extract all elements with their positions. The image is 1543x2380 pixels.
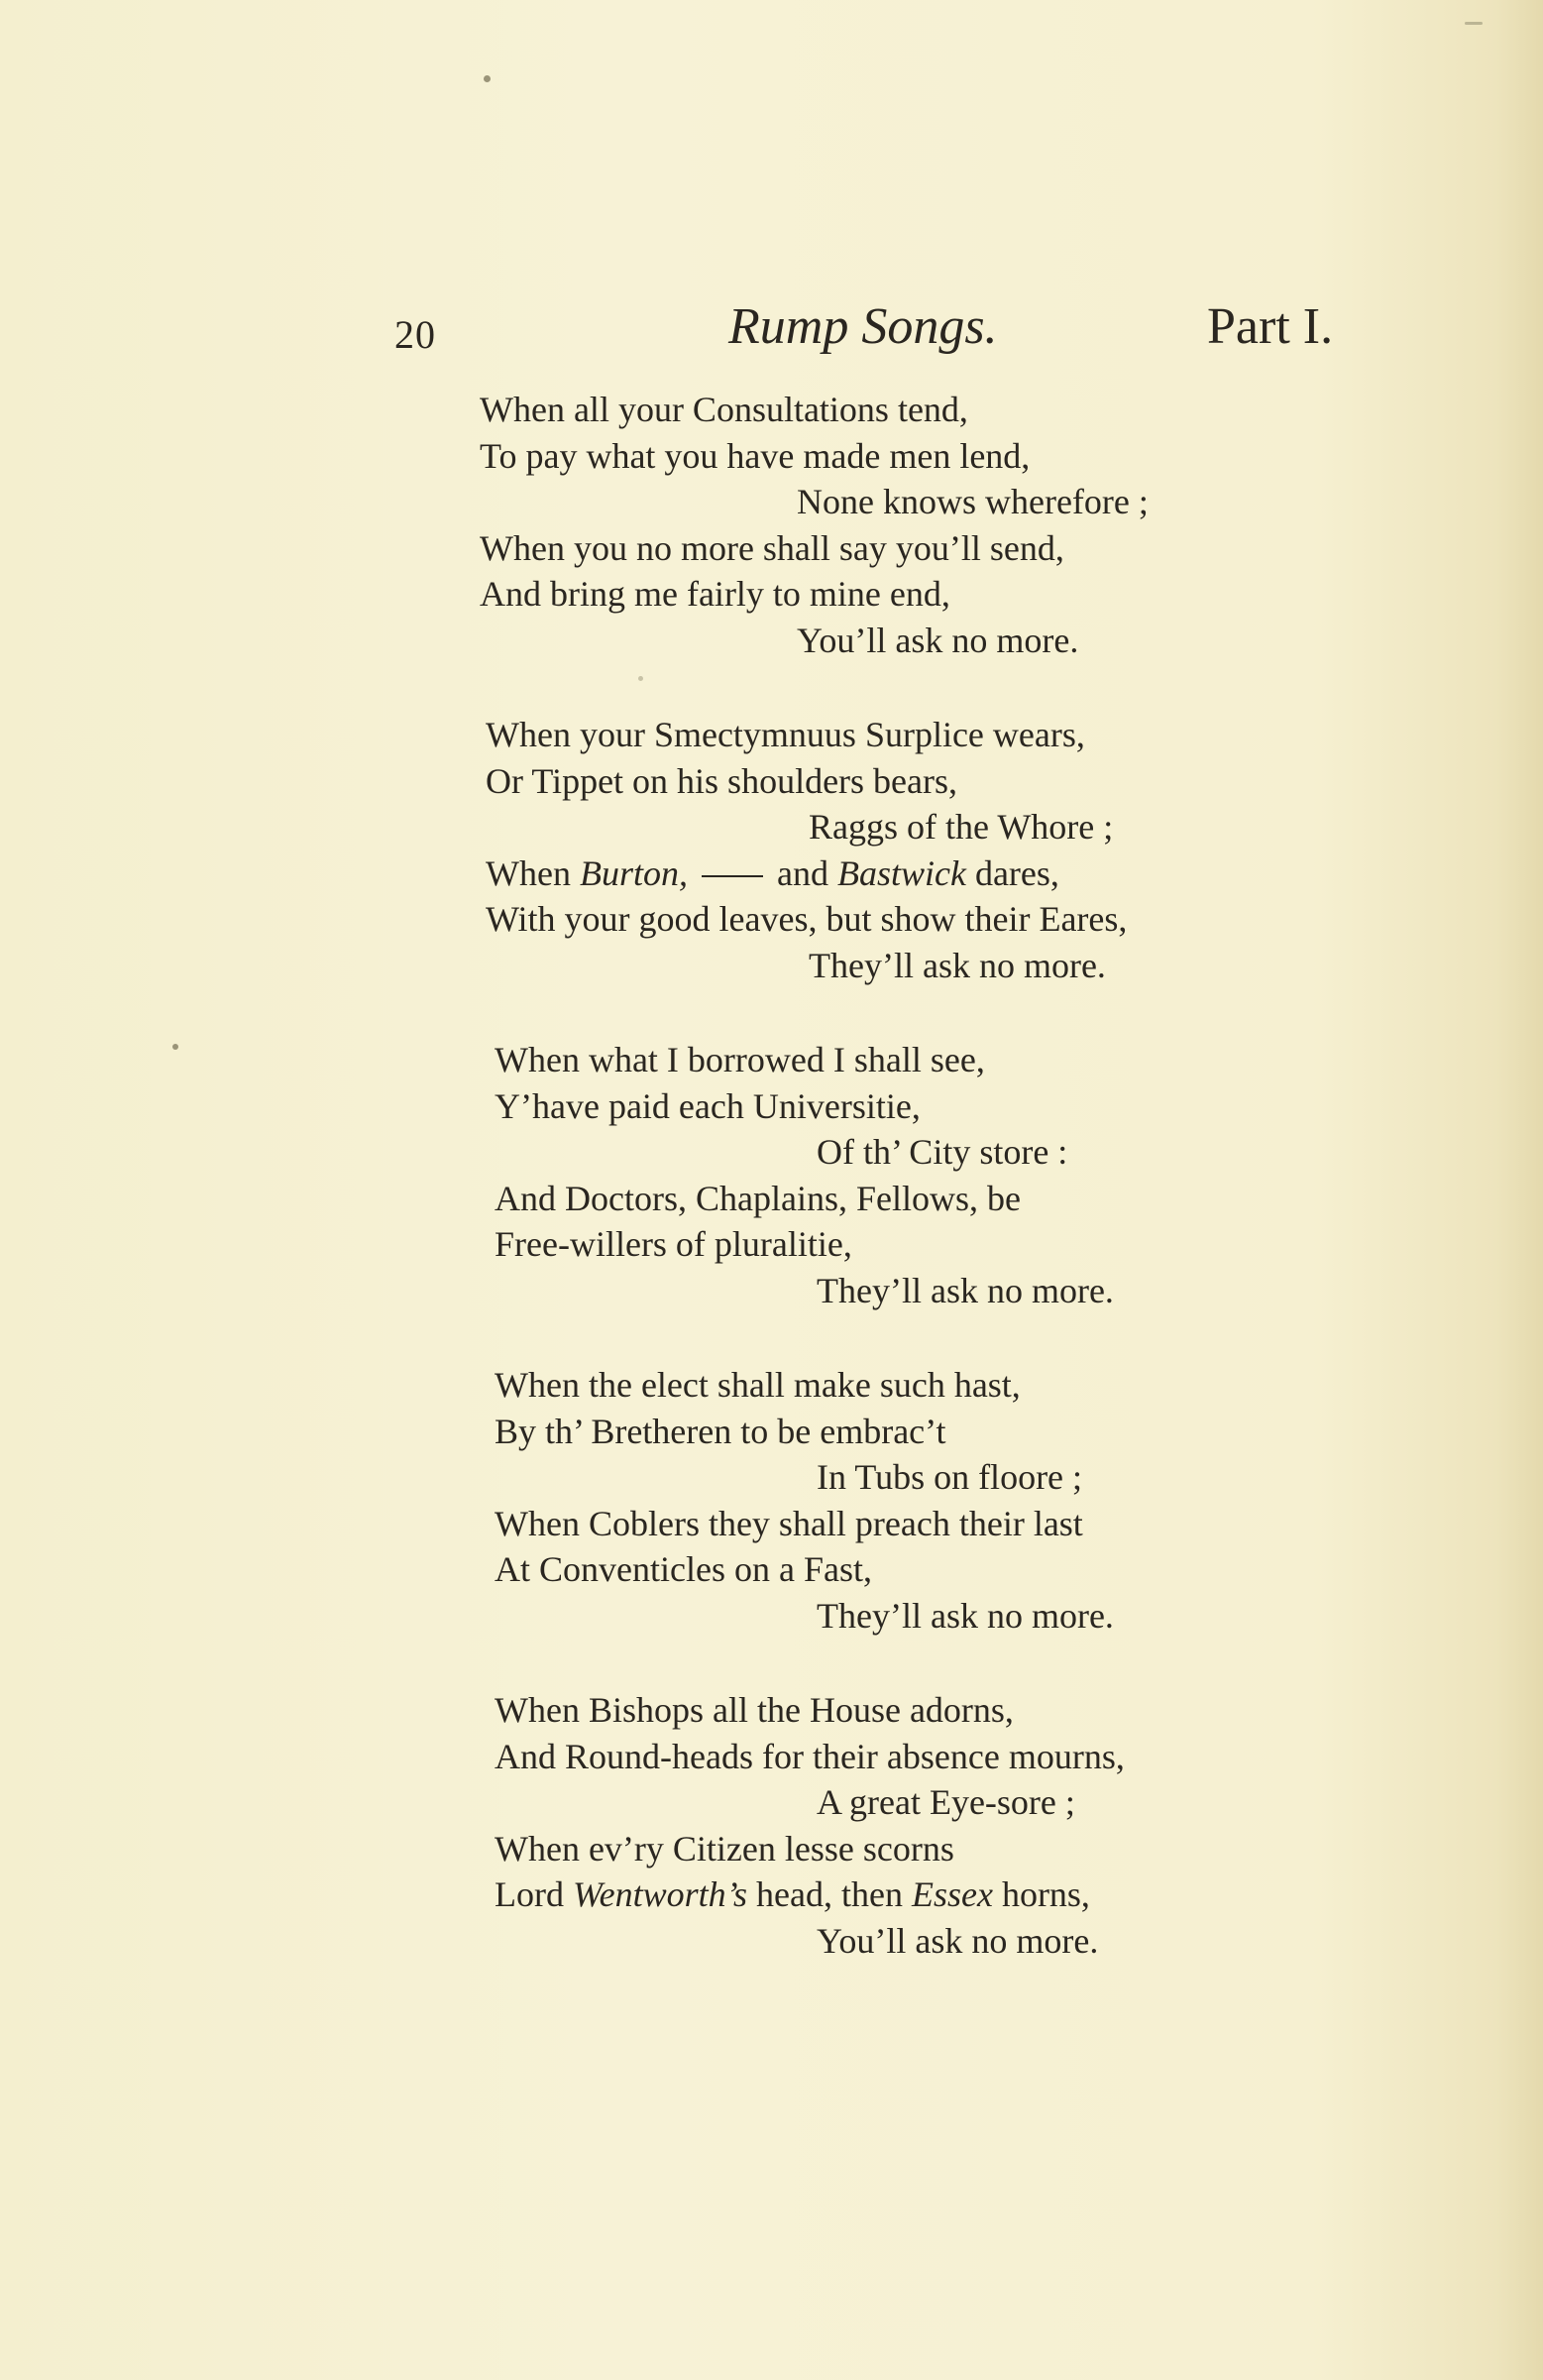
stanza [480,387,1372,663]
paper-speck [484,75,491,82]
poem-line-refrain: A great Eye-sore ; [817,1782,1075,1822]
poem-line-refrain: None knows wherefore ; [797,482,1149,521]
poem-line: And Doctors, Chaplains, Fellows, be [495,1178,1021,1218]
poem-line: When you no more shall say you’ll send, [480,527,1064,568]
running-title: Rump Songs. [728,298,998,355]
em-dash-rule [702,875,763,877]
poem-line-refrain: Of th’ City store : [817,1132,1068,1172]
poem-line: When Bishops all the House adorns, [495,1690,1014,1730]
italic-name-wentworth: Wentworth’s [572,1874,748,1914]
stanza [480,1362,1372,1639]
italic-name-essex: Essex [911,1874,993,1914]
paper-speck [638,676,643,681]
poem-line: When what I borrowed I shall see, [495,1040,985,1079]
poem-line: And bring me fairly to mine end, [480,574,950,614]
poem-line: Free-willers of pluralitie, [495,1224,852,1264]
line-text: Lord [495,1874,573,1914]
poem-line: When all your Consultations tend, [480,390,968,429]
stanza [480,712,1372,988]
poem-line-refrain: You’ll ask no more. [797,620,1079,660]
poem-line: When your Smectymnuus Surplice wears, [486,715,1085,754]
poem-line: Or Tippet on his shoulders bears, [486,760,957,801]
paper-speck [1465,22,1483,25]
poem-line-refrain: They’ll ask no more. [817,1595,1114,1636]
poem-line: When ev’ry Citizen lesse scorns [495,1828,954,1869]
poem-line: To pay what you have made men lend, [480,435,1031,476]
line-text: and [776,852,837,893]
italic-name-burton: Burton, [579,852,688,893]
line-text: head, then [747,1874,912,1914]
poem-line-refrain: Raggs of the Whore ; [809,807,1114,847]
line-text: dares, [965,852,1059,893]
poem-body [480,387,1372,2012]
italic-name-bastwick: Bastwick [836,852,966,893]
poem-line: At Conventicles on a Fast, [495,1549,872,1589]
stanza [480,1037,1372,1313]
part-label: Part I. [1207,298,1334,355]
page-number: 20 [394,312,436,357]
poem-line: By th’ Bretheren to be embrac’t [495,1411,946,1451]
poem-line-refrain: You’ll ask no more. [817,1920,1099,1961]
poem-line-refrain: They’ll ask no more. [809,945,1106,985]
poem-line: When Coblers they shall preach their last [495,1503,1083,1543]
stanza [480,1687,1372,1964]
page-header [0,297,1543,377]
line-text: horns, [992,1874,1090,1914]
paper-speck [172,1044,178,1050]
poem-line [480,1871,1372,1918]
poem-line: With your good leaves, but show their Eares, [486,899,1128,939]
poem-line: And Round-heads for their absence mourns, [495,1736,1125,1776]
poem-line: When the elect shall make such hast, [495,1365,1021,1405]
line-text: When [486,852,580,893]
poem-line-refrain: In Tubs on floore ; [817,1457,1083,1497]
poem-line-refrain: They’ll ask no more. [817,1270,1114,1310]
poem-line: Y’have paid each Universitie, [495,1085,921,1126]
poem-line [480,850,1372,897]
